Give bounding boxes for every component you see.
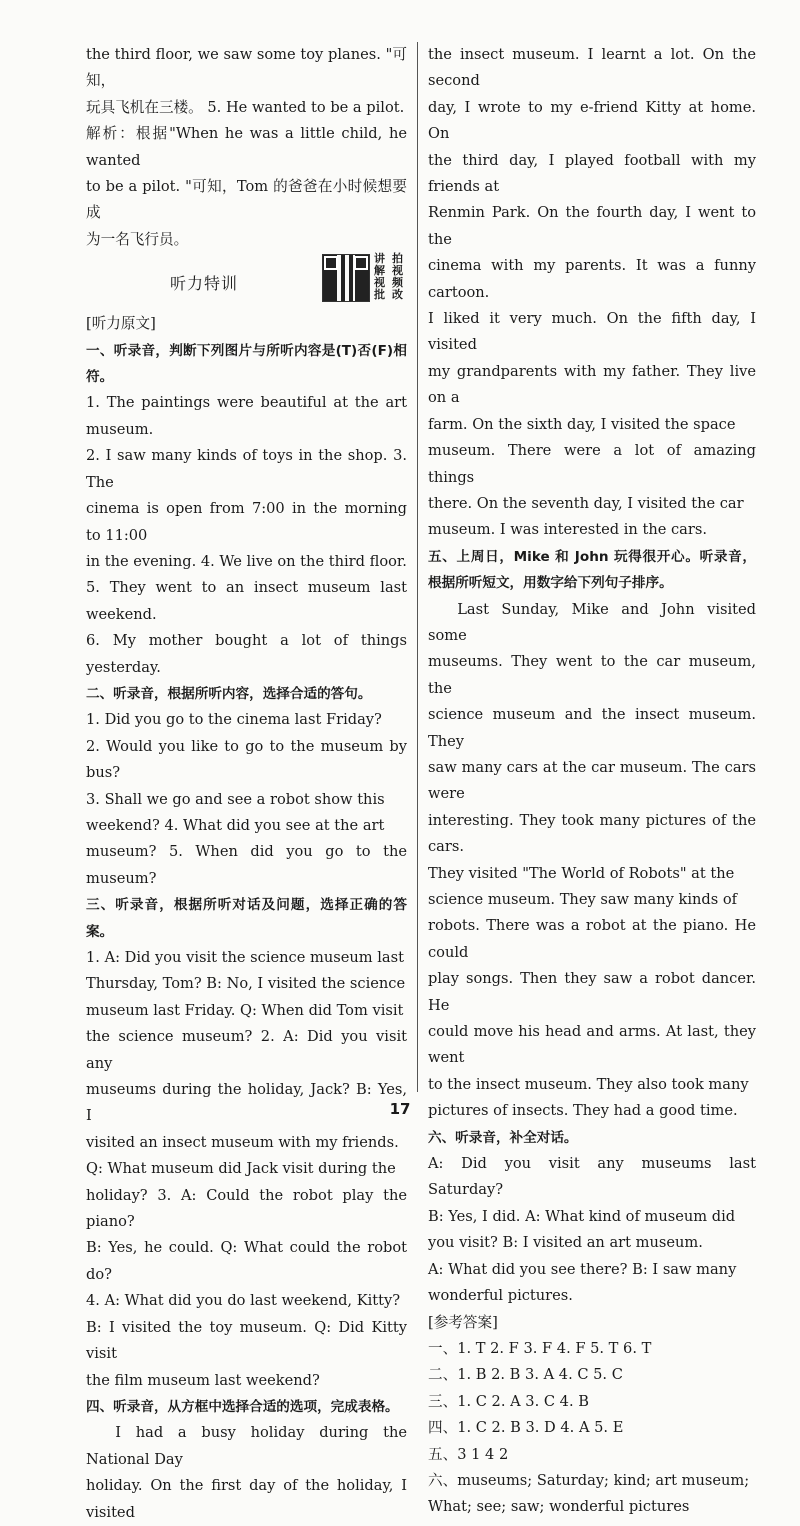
text-line: 玩具飞机在三楼。 5. He wanted to be a pilot. — [86, 98, 405, 116]
qr-code-icon[interactable] — [323, 255, 369, 301]
text-line: to be a pilot. "可知，Tom 的爸爸在小时候想要成 — [86, 178, 407, 222]
text-line: cinema is open from 7:00 in the morning to 11:00 — [86, 500, 407, 544]
text-line: B: Yes, I did. A: What kind of museum did — [428, 1207, 736, 1225]
part3-heading: 三、听录音，根据所听对话及问题，选择正确的答案。 — [86, 897, 407, 940]
text-line: to the insect museum. They also took many — [428, 1075, 749, 1093]
part4-heading: 四、听录音，从方框中选择合适的选项，完成表格。 — [86, 1398, 399, 1415]
text-line: 1. Did you go to the cinema last Friday? — [86, 711, 382, 729]
text-line: A: Did you visit any museums last Saturday? — [428, 1155, 756, 1199]
text-line: They visited "The World of Robots" at the — [428, 864, 735, 882]
text-line: Thursday, Tom? B: No, I visited the science — [86, 975, 406, 993]
part6-heading: 六、听录音，补全对话。 — [428, 1129, 578, 1146]
right-column — [428, 42, 756, 1521]
text-line: saw many cars at the car museum. The cars were — [428, 758, 756, 803]
text-line: museum. I was interested in the cars. — [428, 521, 707, 539]
text-line: play songs. Then they saw a robot dancer. He — [428, 970, 756, 1014]
part1-heading: 一、听录音，判断下列图片与所听内容是(T)否(F)相符。 — [86, 342, 407, 386]
text-line: there. On the seventh day, I visited the car — [428, 494, 744, 512]
text-line: Q: What museum did Jack visit during the — [86, 1160, 396, 1178]
text-line: 为一名飞行员。 — [86, 230, 189, 248]
answer-line: 一、1. T 2. F 3. F 4. F 5. T 6. T — [428, 1339, 652, 1357]
qr-label: 讲 拍 解 视 视 频 批 改 — [374, 252, 403, 302]
text-line: my grandparents with my father. They live on a — [428, 362, 756, 407]
answer-line: 四、1. C 2. B 3. D 4. A 5. E — [428, 1419, 624, 1437]
text-line: pictures of insects. They had a good time. — [428, 1102, 738, 1120]
text-line: the third day, I played football with my friends at — [428, 151, 756, 196]
text-line: museums during the holiday, Jack? B: Yes, I — [86, 1081, 407, 1125]
text-line: visited an insect museum with my friends. — [86, 1133, 399, 1151]
answer-line: 三、1. C 2. A 3. C 4. B — [428, 1392, 589, 1410]
text-line: Last Sunday, Mike and John visited some — [428, 600, 756, 644]
text-line: 解析：根据"When he was a little child, he wanted — [86, 125, 407, 169]
text-line: B: Yes, he could. Q: What could the robot do? — [86, 1239, 407, 1283]
text-line: science museum and the insect museum. They — [428, 706, 756, 750]
text-line: you visit? B: I visited an art museum. — [428, 1234, 703, 1252]
text-line: holiday. On the first day of the holiday, I visited — [86, 1477, 407, 1521]
part2-heading: 二、听录音，根据所听内容，选择合适的答句。 — [86, 685, 372, 702]
answer-line: 六、museums; Saturday; kind; art museum; — [428, 1471, 750, 1489]
part5-heading: 五、上周日，Mike 和 John 玩得很开心。听录音，根据所听短文，用数字给下列句子排序。 — [428, 548, 756, 592]
text-line: wonderful pictures. — [428, 1287, 573, 1305]
text-line: interesting. They took many pictures of the cars. — [428, 811, 756, 856]
text-line: 2. I saw many kinds of toys in the shop. 3. The — [86, 447, 407, 491]
text-line: 1. A: Did you visit the science museum last — [86, 949, 404, 966]
intro-block — [86, 42, 407, 253]
text-line: museum last Friday. Q: When did Tom visit — [86, 1001, 404, 1019]
text-line: 4. A: What did you do last weekend, Kitty? — [86, 1292, 401, 1310]
text-line: museum? 5. When did you go to the museum? — [86, 843, 407, 887]
text-line: holiday? 3. A: Could the robot play the piano? — [86, 1186, 407, 1231]
text-line: robots. There was a robot at the piano. He could — [428, 917, 756, 961]
text-line: could move his head and arms. At last, they went — [428, 1023, 756, 1067]
text-line: 2. Would you like to go to the museum by bus? — [86, 737, 407, 782]
text-line: the third floor, we saw some toy planes. "可知， — [86, 46, 407, 90]
text-line: day, I wrote to my e-friend Kitty at home. On — [428, 98, 756, 143]
text-line: 1. The paintings were beautiful at the art museum. — [86, 394, 407, 438]
section-header — [86, 253, 407, 311]
answer-line: 五、3 1 4 2 — [428, 1445, 509, 1463]
transcript-label: [听力原文] — [86, 315, 156, 333]
text-line: A: What did you see there? B: I saw many — [428, 1260, 737, 1278]
text-line: the film museum last weekend? — [86, 1371, 320, 1389]
text-line: I had a busy holiday during the National Day — [86, 1424, 407, 1468]
text-line: Renmin Park. On the fourth day, I went to the — [428, 204, 756, 248]
section-title: 听力特训 — [170, 274, 239, 294]
text-line: in the evening. 4. We live on the third floor. — [86, 552, 407, 570]
text-line: the insect museum. I learnt a lot. On the second — [428, 46, 756, 90]
text-line: I liked it very much. On the fifth day, I visited — [428, 310, 756, 354]
text-line: science museum. They saw many kinds of — [428, 891, 738, 908]
answer-line: What; see; saw; wonderful pictures — [428, 1498, 690, 1516]
text-line: the science museum? 2. A: Did you visit any — [86, 1028, 407, 1072]
column-divider — [417, 42, 418, 1092]
text-line: museums. They went to the car museum, the — [428, 653, 756, 697]
text-line: B: I visited the toy museum. Q: Did Kitty visit — [86, 1318, 407, 1363]
text-line: 6. My mother bought a lot of things yesterday. — [86, 632, 407, 676]
answers-label: [参考答案] — [428, 1313, 498, 1331]
text-line: museum. There were a lot of amazing things — [428, 442, 756, 486]
text-line: 5. They went to an insect museum last weekend. — [86, 579, 407, 623]
text-line: farm. On the sixth day, I visited the space — [428, 415, 736, 433]
text-line: cinema with my parents. It was a funny cartoon. — [428, 257, 756, 301]
left-column — [86, 42, 407, 1526]
page-number: 17 — [389, 1100, 411, 1118]
answer-line: 二、1. B 2. B 3. A 4. C 5. C — [428, 1366, 623, 1384]
text-line: weekend? 4. What did you see at the art — [86, 816, 385, 834]
text-line: 3. Shall we go and see a robot show this — [86, 790, 385, 808]
